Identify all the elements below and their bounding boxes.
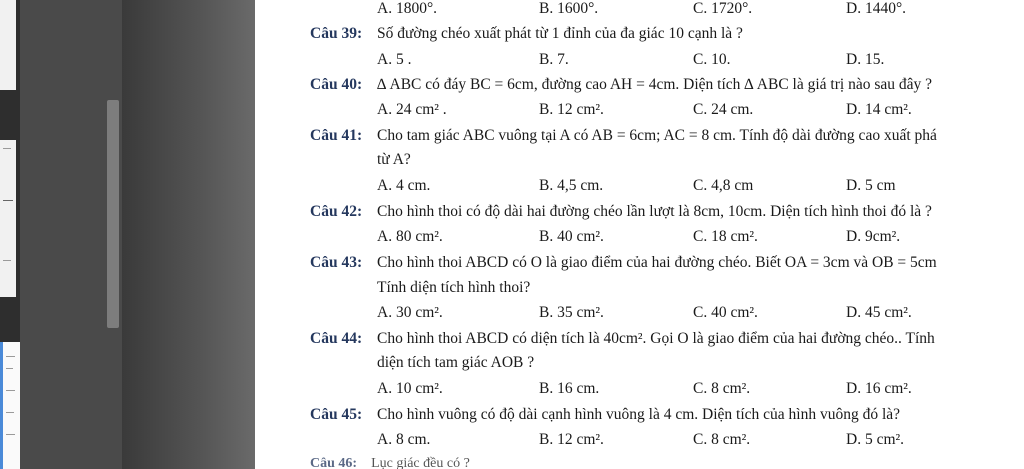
thumbnail-scrollbar[interactable] — [107, 100, 119, 328]
question-text: Cho hình thoi có độ dài hai đường chéo lần lượt là 8cm, 10cm. Diện tích hình thoi đó là ? — [377, 203, 932, 220]
option-c: C. 1720°. — [693, 0, 753, 17]
option-a: A. 8 cm. — [377, 431, 431, 448]
option-b: B. 40 cm². — [539, 228, 604, 245]
question-label: Câu 44: — [310, 330, 363, 347]
option-b: B. 7. — [539, 51, 569, 68]
option-a: A. 4 cm. — [377, 177, 431, 194]
option-b: B. 12 cm². — [539, 431, 604, 448]
option-a: A. 24 cm² . — [377, 101, 447, 118]
question-text: Số đường chéo xuất phát từ 1 đỉnh của đa giác 10 cạnh là ? — [377, 25, 743, 42]
question-text-continued: diện tích tam giác AOB ? — [377, 354, 535, 371]
page-thumbnail-current[interactable] — [0, 342, 20, 469]
option-d: D. 16 cm². — [846, 380, 912, 397]
question-label: Câu 43: — [310, 254, 363, 271]
option-c: C. 4,8 cm — [693, 177, 754, 194]
option-c: C. 40 cm². — [693, 304, 758, 321]
question-text-continued: Tính diện tích hình thoi? — [377, 279, 531, 296]
option-b: B. 16 cm. — [539, 380, 600, 397]
option-d: D. 1440°. — [846, 0, 907, 17]
question-text: Cho tam giác ABC vuông tại A có AB = 6cm; AC = 8 cm. Tính độ dài đường cao xuất phá — [377, 127, 937, 144]
sidebar-panel — [0, 0, 255, 469]
option-a: A. 5 . — [377, 51, 412, 68]
page-thumbnail[interactable] — [0, 140, 16, 297]
option-b: B. 12 cm². — [539, 101, 604, 118]
question-label: Câu 42: — [310, 203, 363, 220]
question-label: Câu 39: — [310, 25, 363, 42]
option-d: D. 15. — [846, 51, 885, 68]
question-text: ∆ ABC có đáy BC = 6cm, đường cao AH = 4cm. Diện tích ∆ ABC là giá trị nào sau đây ? — [377, 76, 932, 93]
partial-question — [310, 456, 470, 469]
page-shadow — [122, 0, 255, 469]
option-d: D. 45 cm². — [846, 304, 912, 321]
option-a: A. 80 cm². — [377, 228, 443, 245]
option-d: D. 9cm². — [846, 228, 901, 245]
option-d: D. 14 cm². — [846, 101, 912, 118]
question-text: Cho hình vuông có độ dài cạnh hình vuông là 4 cm. Diện tích của hình vuông đó là? — [377, 406, 901, 423]
option-a: A. 30 cm². — [377, 304, 443, 321]
option-d: D. 5 cm². — [846, 431, 905, 448]
option-c: C. 8 cm². — [693, 380, 751, 397]
question-text: Cho hình thoi ABCD có diện tích là 40cm². Gọi O là giao điểm của hai đường chéo.. Tính — [377, 330, 935, 347]
question-label: Câu 46: — [310, 456, 358, 469]
question-text: Lục giác đều có ? — [371, 456, 470, 469]
option-c: C. 24 cm. — [693, 101, 754, 118]
question-text: Cho hình thoi ABCD có O là giao điểm của hai đường chéo. Biết OA = 3cm và OB = 5cm — [377, 254, 937, 271]
option-c: C. 18 cm². — [693, 228, 758, 245]
option-a: A. 1800°. — [377, 0, 438, 17]
page-thumbnail[interactable] — [0, 0, 16, 90]
option-b: B. 35 cm². — [539, 304, 604, 321]
option-a: A. 10 cm². — [377, 380, 443, 397]
question-label: Câu 40: — [310, 76, 363, 93]
option-c: C. 8 cm². — [693, 431, 751, 448]
option-b: B. 4,5 cm. — [539, 177, 604, 194]
option-c: C. 10. — [693, 51, 731, 68]
option-d: D. 5 cm — [846, 177, 896, 194]
option-b: B. 1600°. — [539, 0, 599, 17]
page-thumbnail-strip[interactable] — [0, 0, 20, 469]
question-label: Câu 41: — [310, 127, 363, 144]
question-text-continued: từ A? — [377, 151, 411, 168]
document-page — [255, 0, 1024, 469]
question-label: Câu 45: — [310, 406, 363, 423]
